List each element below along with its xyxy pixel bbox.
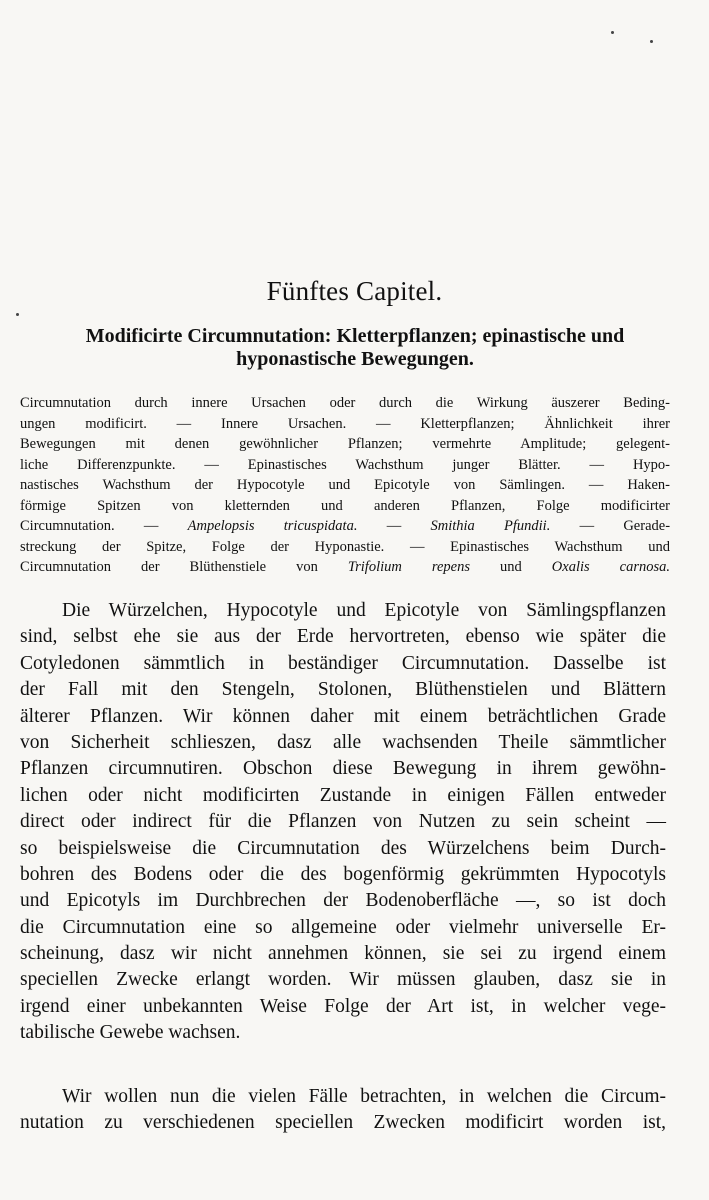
summary-line xyxy=(20,557,670,578)
paragraph-1 xyxy=(20,598,666,1047)
paragraph-line: tabilische Gewebe wachsen. xyxy=(20,1022,241,1044)
summary-line: nastisches Wachsthum der Hypocotyle und Epicotyle von Sämlingen. — Haken- xyxy=(20,477,670,493)
paragraph-line: und Epicotyls im Durchbrechen der Bodenoberfläche —, so ist doch xyxy=(20,890,666,912)
paragraph-line: speciellen Zwecke erlangt worden. Wir müssen glauben, dasz sie in xyxy=(20,969,666,991)
summary-text: und xyxy=(470,559,552,575)
paragraph-line: Pflanzen circumnutiren. Obschon diese Bewegung in ihrem gewöhn- xyxy=(20,758,666,780)
paragraph-line: der Fall mit den Stengeln, Stolonen, Blüthenstielen und Blättern xyxy=(20,679,666,701)
summary-line: ungen modificirt. — Innere Ursachen. — Kletterpflanzen; Ähnlichkeit ihrer xyxy=(20,415,670,432)
summary-line: Circumnutation durch innere Ursachen oder durch die Wirkung äuszerer Beding- xyxy=(20,395,670,411)
paragraph-line: so beispielsweise die Circumnutation des Würzelchens beim Durch- xyxy=(20,837,666,859)
summary-text: Circumnutation der Blüthenstiele von xyxy=(20,559,348,575)
page-speck xyxy=(611,31,614,34)
paragraph-line: scheinung, dasz wir nicht annehmen können, sie sei zu irgend einem xyxy=(20,943,666,965)
paragraph-line: Cotyledonen sämmtlich in beständiger Circumnutation. Dasselbe ist xyxy=(20,652,666,674)
paragraph-line: irgend einer unbekannten Weise Folge der Art ist, in welcher vege- xyxy=(20,995,666,1017)
summary-line xyxy=(20,516,670,537)
paragraph-line: die Circumnutation eine so allgemeine oder vielmehr universelle Er- xyxy=(20,916,666,938)
species-name: Smithia Pfundii. xyxy=(430,518,551,534)
chapter-summary xyxy=(20,393,670,578)
page-speck xyxy=(650,40,653,43)
paragraph-line: sind, selbst ehe sie aus der Erde hervortreten, ebenso wie später die xyxy=(20,626,666,648)
summary-text: Circumnutation. — xyxy=(20,518,188,534)
paragraph-line: nutation zu verschiedenen speciellen Zwecken modificirt worden ist, xyxy=(20,1112,666,1134)
paragraph-line: Wir wollen nun die vielen Fälle betrachten, in welchen die Circum- xyxy=(62,1086,666,1107)
species-name: Oxalis carnosa. xyxy=(551,559,670,575)
summary-line: Bewegungen mit denen gewöhnlicher Pflanzen; vermehrte Amplitude; gelegent- xyxy=(20,436,670,452)
paragraph-line: Die Würzelchen, Hypocotyle und Epicotyle von Sämlingspflanzen xyxy=(62,600,666,621)
species-name: Ampelopsis tricuspidata. xyxy=(187,518,358,534)
paragraph-line: direct oder indirect für die Pflanzen von Nutzen zu sein scheint — xyxy=(20,811,666,833)
chapter-heading-line-1: Modificirte Circumnutation: Kletterpflanzen; epinastische und xyxy=(85,325,625,347)
paragraph-line: lichen oder nicht modificirten Zustande in einigen Fällen entweder xyxy=(20,784,666,806)
summary-text: — xyxy=(357,518,431,534)
summary-line: streckung der Spitze, Folge der Hyponastie. — Epinastisches Wachsthum und xyxy=(20,538,670,555)
paragraph-line: älterer Pflanzen. Wir können daher mit einem beträchtlichen Grade xyxy=(20,705,666,727)
chapter-heading-line-2: hyponastische Bewegungen. xyxy=(236,348,474,370)
species-name: Trifolium repens xyxy=(347,559,470,575)
summary-line: förmige Spitzen von kletternden und anderen Pflanzen, Folge modificirter xyxy=(20,497,670,514)
summary-line: liche Differenzpunkte. — Epinastisches Wachsthum junger Blätter. — Hypo- xyxy=(20,456,670,473)
paragraph-line: von Sicherheit schlieszen, dasz alle wachsenden Theile sämmtlicher xyxy=(20,731,666,753)
paragraph-2 xyxy=(20,1084,666,1137)
summary-text: — Gerade- xyxy=(550,518,671,534)
chapter-title: Fünftes Capitel. xyxy=(266,276,443,306)
page-speck xyxy=(16,313,19,316)
paragraph-line: bohren des Bodens oder die des bogenförmig gekrümmten Hypocotyls xyxy=(20,863,666,885)
